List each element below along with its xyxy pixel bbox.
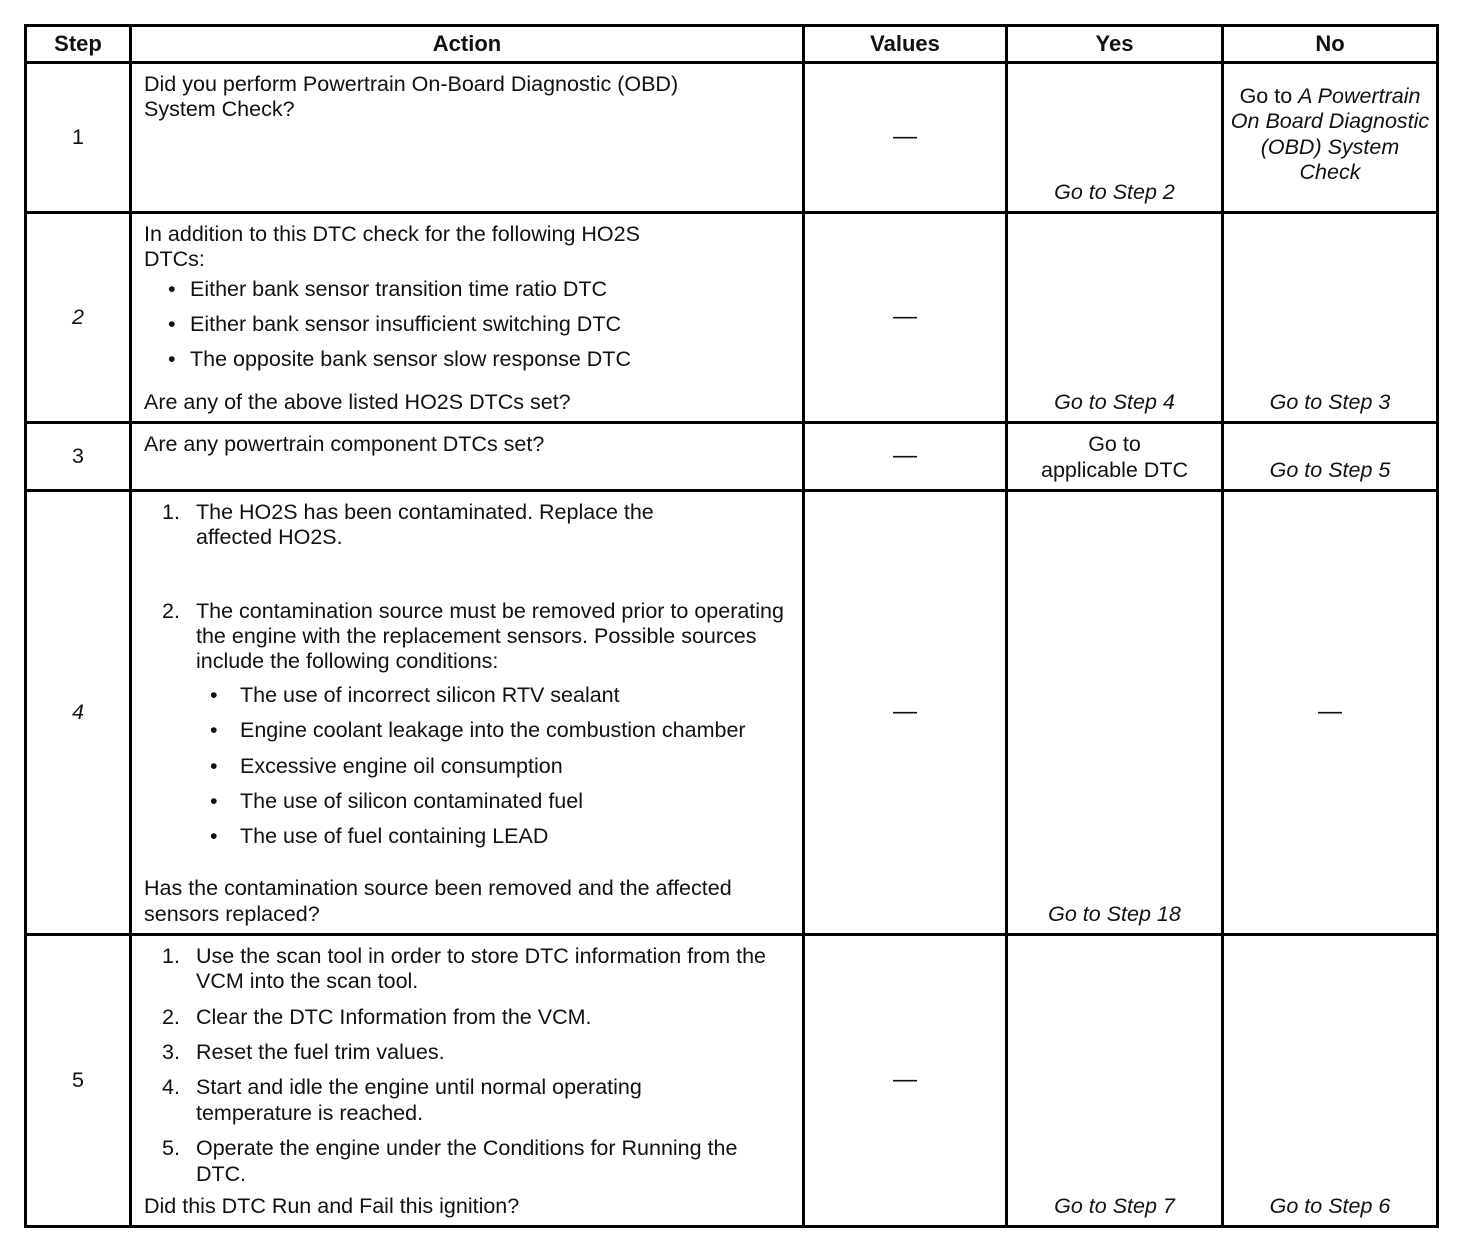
step-number: 3 bbox=[26, 423, 131, 491]
values-cell: — bbox=[804, 423, 1007, 491]
diagnostic-table bbox=[24, 24, 1439, 1228]
hO2s-dtc-list bbox=[144, 277, 792, 373]
table-row-step-1 bbox=[26, 63, 1438, 213]
header-no: No bbox=[1223, 26, 1438, 63]
list-item: • The opposite bank sensor slow response DTC bbox=[164, 347, 792, 372]
no-cell bbox=[1223, 423, 1438, 491]
no-link[interactable]: A Powertrain On Board Diagnostic (OBD) System Check bbox=[1230, 83, 1430, 184]
values-cell: — bbox=[804, 491, 1007, 935]
yes-cell bbox=[1007, 491, 1223, 935]
table-row-step-2 bbox=[26, 213, 1438, 423]
item-number: 3. bbox=[162, 1040, 180, 1065]
list-item: • The use of silicon contaminated fuel bbox=[206, 789, 792, 814]
action-cell bbox=[131, 63, 804, 213]
header-row bbox=[26, 26, 1438, 63]
item-text: Clear the DTC Information from the VCM. bbox=[196, 1004, 592, 1029]
action-cell bbox=[131, 423, 804, 491]
values-cell: — bbox=[804, 63, 1007, 213]
yes-cell bbox=[1007, 213, 1223, 423]
list-item bbox=[162, 1075, 792, 1126]
item-number: 5. bbox=[162, 1136, 180, 1161]
procedure-list bbox=[144, 944, 792, 1187]
yes-link[interactable]: Go to Step 18 bbox=[1048, 901, 1181, 926]
yes-cell bbox=[1007, 423, 1223, 491]
yes-link[interactable]: Go to applicable DTC bbox=[1041, 432, 1188, 482]
list-item bbox=[162, 1040, 792, 1065]
action-question: Has the contamination source been removed and the affected sensors replaced? bbox=[144, 876, 732, 926]
table-row-step-4 bbox=[26, 491, 1438, 935]
header-action: Action bbox=[131, 26, 804, 63]
item-number: 1. bbox=[162, 500, 180, 524]
list-item bbox=[162, 1005, 792, 1030]
item-number: 1. bbox=[162, 944, 180, 968]
action-cell bbox=[131, 935, 804, 1227]
header-step: Step bbox=[26, 26, 131, 63]
no-cell bbox=[1223, 213, 1438, 423]
header-values: Values bbox=[804, 26, 1007, 63]
list-item: • Engine coolant leakage into the combustion chamber bbox=[206, 718, 792, 743]
step-number: 1 bbox=[26, 63, 131, 213]
list-item bbox=[162, 944, 792, 995]
yes-cell bbox=[1007, 935, 1223, 1227]
yes-link[interactable]: Go to Step 4 bbox=[1054, 389, 1175, 414]
list-item bbox=[162, 1136, 792, 1187]
procedure-list bbox=[144, 500, 792, 850]
list-item: • The use of incorrect silicon RTV sealant bbox=[206, 683, 792, 708]
action-text: Are any powertrain component DTCs set? bbox=[144, 432, 545, 456]
item-text: Reset the fuel trim values. bbox=[196, 1040, 445, 1065]
item-text: The contamination source must be removed prior to operating the engine with the replacement sensors. Possible sources include the following conditions: bbox=[196, 598, 784, 674]
item-text: The HO2S has been contaminated. Replace the affected HO2S. bbox=[196, 500, 654, 550]
action-text: Did you perform Powertrain On-Board Diagnostic (OBD) System Check? bbox=[144, 72, 679, 122]
header-yes: Yes bbox=[1007, 26, 1223, 63]
list-item: • Excessive engine oil consumption bbox=[206, 754, 792, 779]
no-cell bbox=[1223, 63, 1438, 213]
values-cell: — bbox=[804, 213, 1007, 423]
action-intro: In addition to this DTC check for the following HO2S DTCs: bbox=[144, 222, 640, 272]
item-number: 2. bbox=[162, 1004, 180, 1029]
spacer bbox=[162, 561, 792, 589]
no-link[interactable]: Go to Step 6 bbox=[1269, 1193, 1391, 1218]
table-row-step-5 bbox=[26, 935, 1438, 1227]
no-link[interactable]: Go to Step 3 bbox=[1269, 389, 1391, 414]
yes-cell bbox=[1007, 63, 1223, 213]
step-number: 2 bbox=[26, 213, 131, 423]
list-item: • Either bank sensor insufficient switching DTC bbox=[164, 312, 792, 337]
yes-link[interactable]: Go to Step 2 bbox=[1054, 179, 1175, 204]
action-question: Are any of the above listed HO2S DTCs set? bbox=[144, 389, 571, 414]
values-cell: — bbox=[804, 935, 1007, 1227]
table-row-step-3 bbox=[26, 423, 1438, 491]
list-item bbox=[162, 599, 792, 850]
step-number: 5 bbox=[26, 935, 131, 1227]
action-cell bbox=[131, 491, 804, 935]
list-item: • Either bank sensor transition time ratio DTC bbox=[164, 277, 792, 302]
yes-link[interactable]: Go to Step 7 bbox=[1054, 1193, 1175, 1218]
item-number: 2. bbox=[162, 598, 180, 623]
item-text: Use the scan tool in order to store DTC information from the VCM into the scan tool. bbox=[196, 944, 766, 994]
action-cell bbox=[131, 213, 804, 423]
action-question: Did this DTC Run and Fail this ignition? bbox=[144, 1193, 520, 1218]
list-item: • The use of fuel containing LEAD bbox=[206, 824, 792, 849]
item-text: Start and idle the engine until normal operating temperature is reached. bbox=[196, 1075, 642, 1125]
no-cell: — bbox=[1223, 491, 1438, 935]
no-prefix: Go to bbox=[1239, 83, 1293, 108]
contamination-source-list bbox=[196, 683, 792, 850]
item-text: Operate the engine under the Conditions for Running the DTC. bbox=[196, 1136, 738, 1186]
no-cell bbox=[1223, 935, 1438, 1227]
list-item bbox=[162, 500, 792, 551]
item-number: 4. bbox=[162, 1075, 180, 1100]
step-number: 4 bbox=[26, 491, 131, 935]
no-link[interactable]: Go to Step 5 bbox=[1269, 457, 1391, 482]
